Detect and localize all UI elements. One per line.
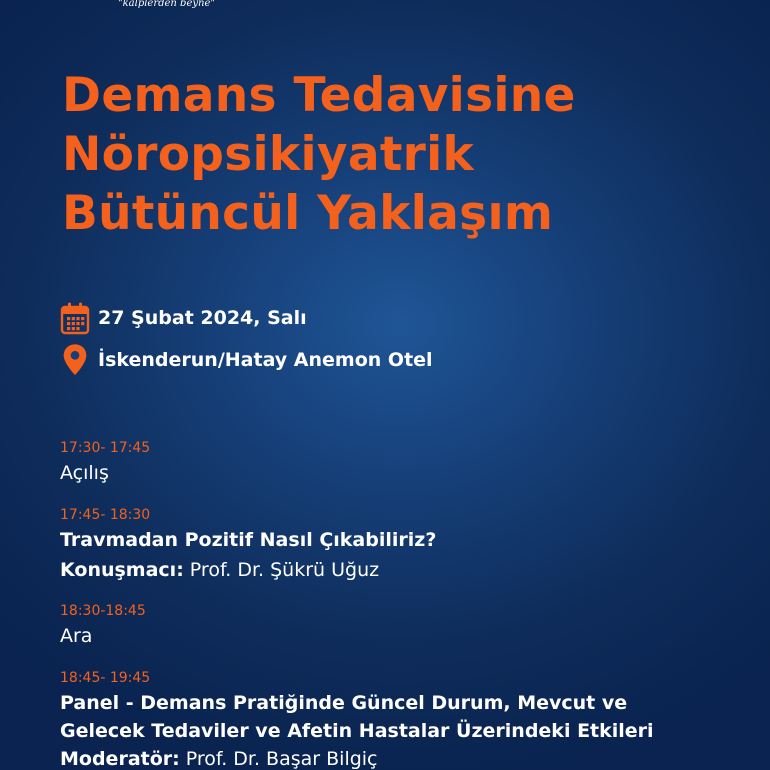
session-time-3: 18:30-18:45 [60,603,146,619]
title-line-2: Nöropsikiyatrik [62,127,475,182]
panel-title-line-1: Panel - Demans Pratiğinde Güncel Durum, Mevcut ve [60,692,628,714]
panel-title-line-2: Gelecek Tedaviler ve Afetin Hastalar Üzerindeki Etkileri [60,720,654,742]
speaker-name: Prof. Dr. Şükrü Uğuz [189,559,380,581]
speaker-label: Konuşmacı: [60,559,184,581]
title-line-3: Bütüncül Yaklaşım [62,186,554,241]
session-time-4: 18:45- 19:45 [60,670,151,686]
event-location: İskenderun/Hatay Anemon Otel [98,349,433,371]
event-date-row [60,301,307,335]
title-line-1: Demans Tedavisine [62,68,576,123]
moderator-name: Prof. Dr. Başar Bilgiç [185,748,378,770]
session-title-1: Açılış [60,462,109,484]
moderator-row [60,748,378,770]
session-title-3: Ara [60,625,93,647]
session-title-2: Travmadan Pozitif Nasıl Çıkabiliriz? [60,529,437,551]
location-pin-icon [60,343,90,377]
session-time-2: 17:45- 18:30 [60,507,151,523]
tagline: "kalplerden beyne" [118,0,215,9]
calendar-icon [60,301,90,335]
speaker-row [60,559,379,581]
event-title [62,66,576,243]
moderator-label: Moderatör: [60,748,180,770]
event-date: 27 Şubat 2024, Salı [98,307,307,329]
session-time-1: 17:30- 17:45 [60,440,151,456]
event-location-row [60,343,433,377]
